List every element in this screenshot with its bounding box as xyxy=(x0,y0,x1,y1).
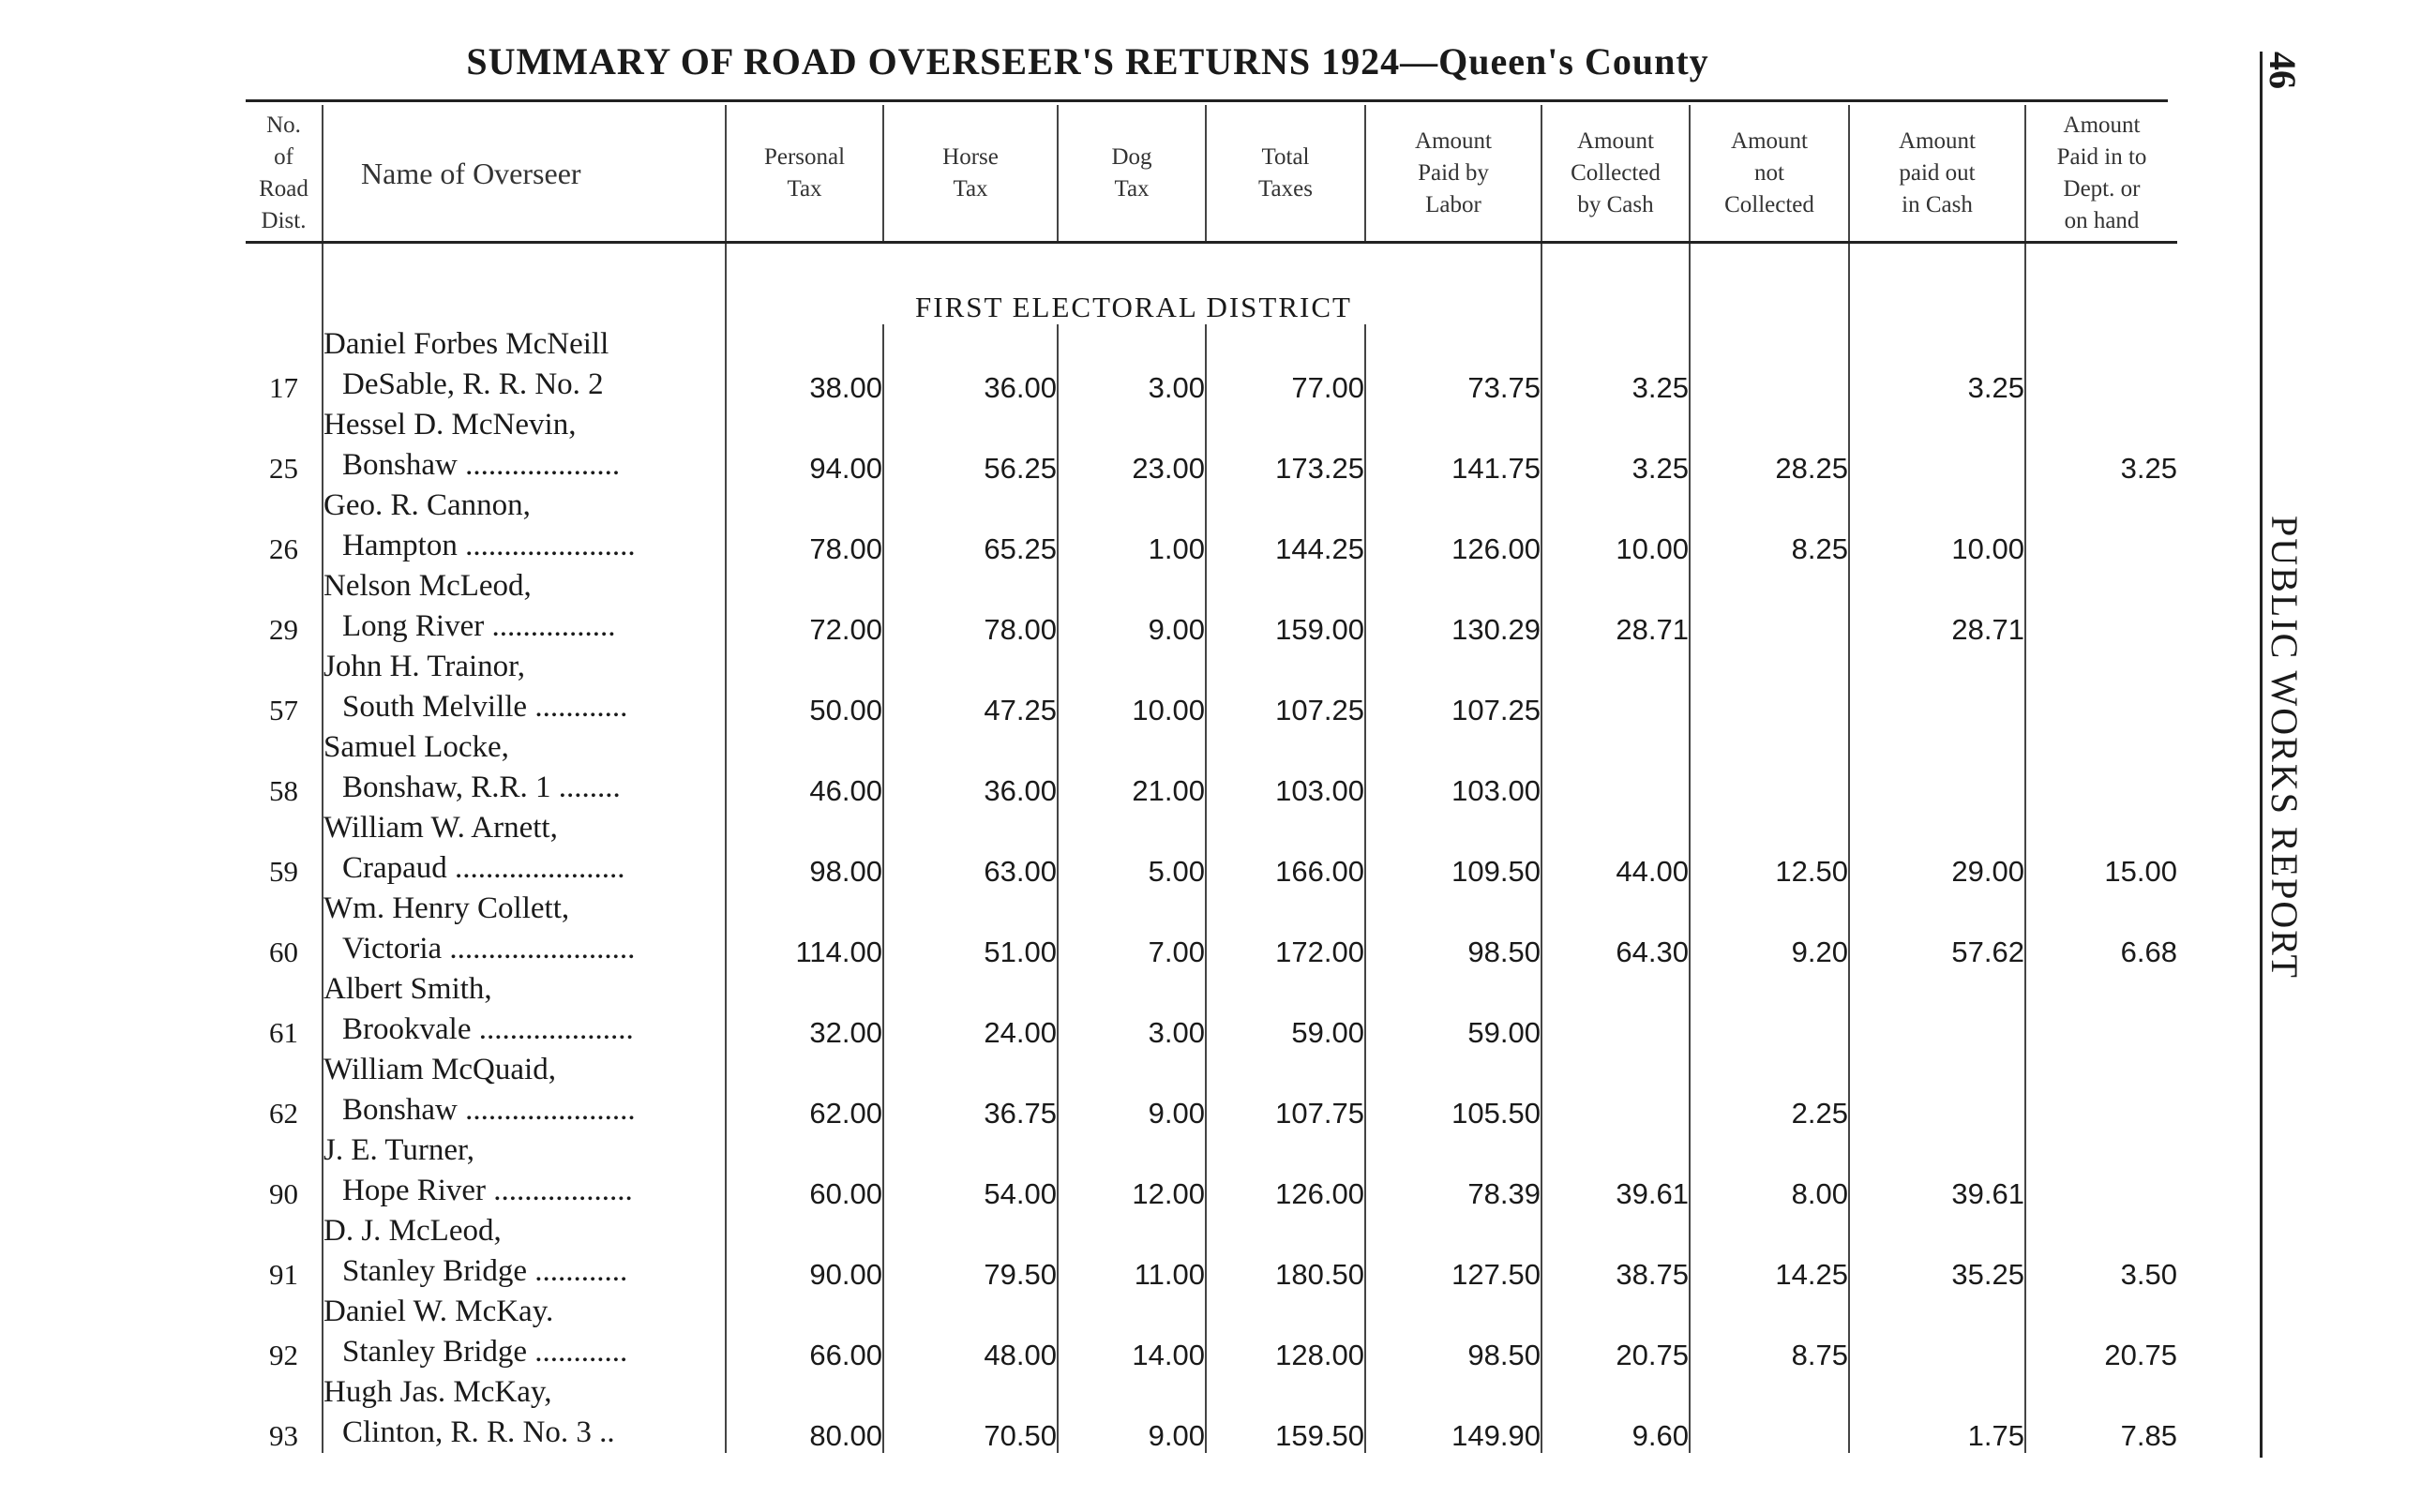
overseer-cell xyxy=(323,1050,726,1130)
total-taxes-cell: 172.00 xyxy=(1206,889,1365,969)
overseer-cell xyxy=(323,1211,726,1292)
horse-tax-cell: 63.00 xyxy=(883,808,1058,889)
collected-by-cash-cell xyxy=(1541,1050,1690,1130)
header-row xyxy=(246,105,2177,243)
section-row xyxy=(246,243,2177,325)
dog-tax-cell: 3.00 xyxy=(1058,324,1206,405)
section-spacer xyxy=(1849,243,2025,325)
personal-tax-cell: 66.00 xyxy=(726,1292,883,1372)
overseer-name: Albert Smith, xyxy=(323,972,492,1006)
total-taxes-cell: 159.50 xyxy=(1206,1372,1365,1453)
paid-out-cash-cell xyxy=(1849,1050,2025,1130)
road-dist-cell: 58 xyxy=(269,774,298,807)
table-row xyxy=(246,808,2177,889)
not-collected-cell xyxy=(1690,969,1849,1050)
page-title: SUMMARY OF ROAD OVERSEER'S RETURNS 1924—Queen's County xyxy=(466,40,1709,82)
section-spacer xyxy=(246,243,323,325)
road-dist-cell: 62 xyxy=(269,1097,298,1130)
overseer-cell xyxy=(323,1292,726,1372)
total-taxes-cell: 144.25 xyxy=(1206,486,1365,566)
collected-by-cash-cell xyxy=(1541,647,1690,727)
road-dist-cell: 25 xyxy=(269,452,298,485)
on-hand-cell: 7.85 xyxy=(2025,1372,2177,1453)
horse-tax-cell: 54.00 xyxy=(883,1130,1058,1211)
personal-tax-cell: 98.00 xyxy=(726,808,883,889)
total-taxes-cell: 59.00 xyxy=(1206,969,1365,1050)
paid-by-labor-cell: 98.50 xyxy=(1365,889,1541,969)
overseer-place: Long River ................ xyxy=(342,609,616,643)
horse-tax-cell: 56.25 xyxy=(883,405,1058,486)
on-hand-cell xyxy=(2025,647,2177,727)
overseer-place: Crapaud ...................... xyxy=(342,851,625,885)
paid-out-cash-cell xyxy=(1849,647,2025,727)
paid-out-cash-cell xyxy=(1849,1292,2025,1372)
horse-tax-cell: 48.00 xyxy=(883,1292,1058,1372)
total-taxes-cell: 107.25 xyxy=(1206,647,1365,727)
road-dist-cell: 26 xyxy=(269,532,298,565)
road-dist-cell: 91 xyxy=(269,1258,298,1291)
on-hand-cell xyxy=(2025,486,2177,566)
personal-tax-cell: 50.00 xyxy=(726,647,883,727)
not-collected-cell: 9.20 xyxy=(1690,889,1849,969)
col-header-paid-out-cash: Amount paid out in Cash xyxy=(1849,105,2025,243)
paid-by-labor-cell: 107.25 xyxy=(1365,647,1541,727)
section-spacer xyxy=(2025,243,2177,325)
paid-out-cash-cell: 57.62 xyxy=(1849,889,2025,969)
overseer-name: Nelson McLeod, xyxy=(323,569,532,603)
overseer-cell xyxy=(323,566,726,647)
paid-out-cash-cell: 28.71 xyxy=(1849,566,2025,647)
overseer-name: Samuel Locke, xyxy=(323,730,509,764)
overseer-place: Victoria ........................ xyxy=(342,932,636,966)
horse-tax-cell: 78.00 xyxy=(883,566,1058,647)
collected-by-cash-cell: 9.60 xyxy=(1541,1372,1690,1453)
collected-by-cash-cell: 44.00 xyxy=(1541,808,1690,889)
collected-by-cash-cell: 20.75 xyxy=(1541,1292,1690,1372)
road-dist-cell: 57 xyxy=(269,694,298,726)
not-collected-cell: 28.25 xyxy=(1690,405,1849,486)
dog-tax-cell: 21.00 xyxy=(1058,727,1206,808)
paid-out-cash-cell: 35.25 xyxy=(1849,1211,2025,1292)
road-dist-cell: 29 xyxy=(269,613,298,646)
personal-tax-cell: 78.00 xyxy=(726,486,883,566)
paid-by-labor-cell: 130.29 xyxy=(1365,566,1541,647)
table-row xyxy=(246,566,2177,647)
dog-tax-cell: 3.00 xyxy=(1058,969,1206,1050)
col-header-not-collected: Amount not Collected xyxy=(1690,105,1849,243)
collected-by-cash-cell: 3.25 xyxy=(1541,405,1690,486)
paid-by-labor-cell: 126.00 xyxy=(1365,486,1541,566)
personal-tax-cell: 114.00 xyxy=(726,889,883,969)
overseer-name: William McQuaid, xyxy=(323,1053,556,1086)
collected-by-cash-cell: 64.30 xyxy=(1541,889,1690,969)
personal-tax-cell: 62.00 xyxy=(726,1050,883,1130)
table-row xyxy=(246,889,2177,969)
page-number: 46 xyxy=(2262,52,2304,89)
total-taxes-cell: 126.00 xyxy=(1206,1130,1365,1211)
road-dist-cell: 59 xyxy=(269,855,298,888)
dog-tax-cell: 11.00 xyxy=(1058,1211,1206,1292)
overseer-cell xyxy=(323,405,726,486)
not-collected-cell: 8.00 xyxy=(1690,1130,1849,1211)
dog-tax-cell: 23.00 xyxy=(1058,405,1206,486)
dog-tax-cell: 5.00 xyxy=(1058,808,1206,889)
col-header-collected-by-cash: Amount Collected by Cash xyxy=(1541,105,1690,243)
paid-out-cash-cell xyxy=(1849,727,2025,808)
overseer-place: Bonshaw ...................... xyxy=(342,1093,636,1127)
not-collected-cell xyxy=(1690,727,1849,808)
overseer-place: Clinton, R. R. No. 3 .. xyxy=(342,1415,615,1449)
horse-tax-cell: 36.00 xyxy=(883,727,1058,808)
overseer-cell xyxy=(323,1372,726,1453)
on-hand-cell: 3.50 xyxy=(2025,1211,2177,1292)
overseer-cell xyxy=(323,969,726,1050)
paid-by-labor-cell: 78.39 xyxy=(1365,1130,1541,1211)
horse-tax-cell: 65.25 xyxy=(883,486,1058,566)
horse-tax-cell: 79.50 xyxy=(883,1211,1058,1292)
not-collected-cell: 8.75 xyxy=(1690,1292,1849,1372)
dog-tax-cell: 9.00 xyxy=(1058,1372,1206,1453)
paid-by-labor-cell: 105.50 xyxy=(1365,1050,1541,1130)
road-dist-cell: 93 xyxy=(269,1419,298,1452)
overseer-place: Hampton ...................... xyxy=(342,529,636,562)
paid-out-cash-cell: 10.00 xyxy=(1849,486,2025,566)
table-row xyxy=(246,405,2177,486)
col-header-name: Name of Overseer xyxy=(323,105,726,243)
overseer-place: Hope River .................. xyxy=(342,1174,633,1207)
horse-tax-cell: 47.25 xyxy=(883,647,1058,727)
road-dist-cell: 60 xyxy=(269,936,298,968)
total-taxes-cell: 180.50 xyxy=(1206,1211,1365,1292)
horse-tax-cell: 51.00 xyxy=(883,889,1058,969)
overseer-place: Stanley Bridge ............ xyxy=(342,1335,628,1369)
table-row xyxy=(246,1130,2177,1211)
overseer-name: D. J. McLeod, xyxy=(323,1214,502,1248)
on-hand-cell: 20.75 xyxy=(2025,1292,2177,1372)
col-header-dog-tax: Dog Tax xyxy=(1058,105,1206,243)
not-collected-cell xyxy=(1690,647,1849,727)
collected-by-cash-cell xyxy=(1541,727,1690,808)
collected-by-cash-cell: 10.00 xyxy=(1541,486,1690,566)
not-collected-cell: 8.25 xyxy=(1690,486,1849,566)
overseer-cell xyxy=(323,324,726,405)
overseer-name: Geo. R. Cannon, xyxy=(323,488,531,522)
road-dist-cell: 61 xyxy=(269,1016,298,1049)
paid-out-cash-cell: 1.75 xyxy=(1849,1372,2025,1453)
overseer-name: John H. Trainor, xyxy=(323,650,526,683)
on-hand-cell xyxy=(2025,1050,2177,1130)
collected-by-cash-cell: 38.75 xyxy=(1541,1211,1690,1292)
on-hand-cell: 3.25 xyxy=(2025,405,2177,486)
col-header-horse-tax: Horse Tax xyxy=(883,105,1058,243)
table-row xyxy=(246,1050,2177,1130)
on-hand-cell: 6.68 xyxy=(2025,889,2177,969)
dog-tax-cell: 10.00 xyxy=(1058,647,1206,727)
table-row xyxy=(246,969,2177,1050)
table-row xyxy=(246,324,2177,405)
paid-out-cash-cell xyxy=(1849,969,2025,1050)
collected-by-cash-cell: 28.71 xyxy=(1541,566,1690,647)
personal-tax-cell: 46.00 xyxy=(726,727,883,808)
col-header-paid-by-labor: Amount Paid by Labor xyxy=(1365,105,1541,243)
on-hand-cell xyxy=(2025,324,2177,405)
overseer-name: William W. Arnett, xyxy=(323,811,558,845)
paid-by-labor-cell: 149.90 xyxy=(1365,1372,1541,1453)
paid-out-cash-cell: 3.25 xyxy=(1849,324,2025,405)
on-hand-cell xyxy=(2025,727,2177,808)
personal-tax-cell: 60.00 xyxy=(726,1130,883,1211)
paid-by-labor-cell: 109.50 xyxy=(1365,808,1541,889)
total-taxes-cell: 128.00 xyxy=(1206,1292,1365,1372)
overseer-place: Bonshaw .................... xyxy=(342,448,621,482)
personal-tax-cell: 90.00 xyxy=(726,1211,883,1292)
paid-by-labor-cell: 98.50 xyxy=(1365,1292,1541,1372)
overseer-name: Wm. Henry Collett, xyxy=(323,891,570,925)
horse-tax-cell: 70.50 xyxy=(883,1372,1058,1453)
overseer-name: Hugh Jas. McKay, xyxy=(323,1375,552,1409)
table-row xyxy=(246,1292,2177,1372)
collected-by-cash-cell: 3.25 xyxy=(1541,324,1690,405)
paid-by-labor-cell: 127.50 xyxy=(1365,1211,1541,1292)
overseer-place: Stanley Bridge ............ xyxy=(342,1254,628,1288)
col-header-total-taxes: Total Taxes xyxy=(1206,105,1365,243)
not-collected-cell xyxy=(1690,566,1849,647)
section-spacer xyxy=(1690,243,1849,325)
not-collected-cell xyxy=(1690,1372,1849,1453)
paid-by-labor-cell: 73.75 xyxy=(1365,324,1541,405)
overseer-name: J. E. Turner, xyxy=(323,1133,474,1167)
table-row xyxy=(246,1372,2177,1453)
on-hand-cell: 15.00 xyxy=(2025,808,2177,889)
running-head: PUBLIC WORKS REPORT xyxy=(2263,516,2306,980)
table-row xyxy=(246,486,2177,566)
paid-by-labor-cell: 103.00 xyxy=(1365,727,1541,808)
horse-tax-cell: 36.75 xyxy=(883,1050,1058,1130)
dog-tax-cell: 7.00 xyxy=(1058,889,1206,969)
dog-tax-cell: 9.00 xyxy=(1058,566,1206,647)
on-hand-cell xyxy=(2025,1130,2177,1211)
dog-tax-cell: 14.00 xyxy=(1058,1292,1206,1372)
overseer-place: South Melville ............ xyxy=(342,690,628,724)
personal-tax-cell: 80.00 xyxy=(726,1372,883,1453)
road-dist-cell: 17 xyxy=(269,371,298,404)
col-header-dist: No. of Road Dist. xyxy=(246,105,323,243)
table-row xyxy=(246,1211,2177,1292)
section-spacer xyxy=(1541,243,1690,325)
total-taxes-cell: 173.25 xyxy=(1206,405,1365,486)
road-dist-cell: 92 xyxy=(269,1339,298,1371)
total-taxes-cell: 103.00 xyxy=(1206,727,1365,808)
dog-tax-cell: 9.00 xyxy=(1058,1050,1206,1130)
overseer-cell xyxy=(323,647,726,727)
overseer-name: Hessel D. McNevin, xyxy=(323,408,577,442)
total-taxes-cell: 77.00 xyxy=(1206,324,1365,405)
not-collected-cell: 2.25 xyxy=(1690,1050,1849,1130)
overseer-cell xyxy=(323,889,726,969)
overseer-place: DeSable, R. R. No. 2 xyxy=(342,367,604,401)
personal-tax-cell: 38.00 xyxy=(726,324,883,405)
section-spacer xyxy=(323,243,726,325)
paid-out-cash-cell: 29.00 xyxy=(1849,808,2025,889)
overseer-cell xyxy=(323,727,726,808)
paid-out-cash-cell: 39.61 xyxy=(1849,1130,2025,1211)
overseer-cell xyxy=(323,808,726,889)
overseer-name: Daniel Forbes McNeill xyxy=(323,327,609,361)
not-collected-cell: 12.50 xyxy=(1690,808,1849,889)
total-taxes-cell: 166.00 xyxy=(1206,808,1365,889)
table-row xyxy=(246,647,2177,727)
dog-tax-cell: 1.00 xyxy=(1058,486,1206,566)
personal-tax-cell: 72.00 xyxy=(726,566,883,647)
personal-tax-cell: 94.00 xyxy=(726,405,883,486)
overseer-name: Daniel W. McKay. xyxy=(323,1295,554,1328)
overseer-place: Brookvale .................... xyxy=(342,1012,634,1046)
total-taxes-cell: 159.00 xyxy=(1206,566,1365,647)
paid-out-cash-cell xyxy=(1849,405,2025,486)
returns-table xyxy=(246,105,2177,1453)
overseer-place: Bonshaw, R.R. 1 ........ xyxy=(342,771,621,804)
total-taxes-cell: 107.75 xyxy=(1206,1050,1365,1130)
col-header-on-hand: Amount Paid in to Dept. or on hand xyxy=(2025,105,2177,243)
paid-by-labor-cell: 141.75 xyxy=(1365,405,1541,486)
on-hand-cell xyxy=(2025,969,2177,1050)
overseer-cell xyxy=(323,1130,726,1211)
horse-tax-cell: 36.00 xyxy=(883,324,1058,405)
on-hand-cell xyxy=(2025,566,2177,647)
overseer-cell xyxy=(323,486,726,566)
collected-by-cash-cell xyxy=(1541,969,1690,1050)
not-collected-cell: 14.25 xyxy=(1690,1211,1849,1292)
road-dist-cell: 90 xyxy=(269,1177,298,1210)
table-row xyxy=(246,727,2177,808)
section-title: FIRST ELECTORAL DISTRICT xyxy=(726,243,1541,325)
col-header-personal-tax: Personal Tax xyxy=(726,105,883,243)
dog-tax-cell: 12.00 xyxy=(1058,1130,1206,1211)
horse-tax-cell: 24.00 xyxy=(883,969,1058,1050)
personal-tax-cell: 32.00 xyxy=(726,969,883,1050)
paid-by-labor-cell: 59.00 xyxy=(1365,969,1541,1050)
collected-by-cash-cell: 39.61 xyxy=(1541,1130,1690,1211)
title-rule xyxy=(246,99,2168,102)
not-collected-cell xyxy=(1690,324,1849,405)
